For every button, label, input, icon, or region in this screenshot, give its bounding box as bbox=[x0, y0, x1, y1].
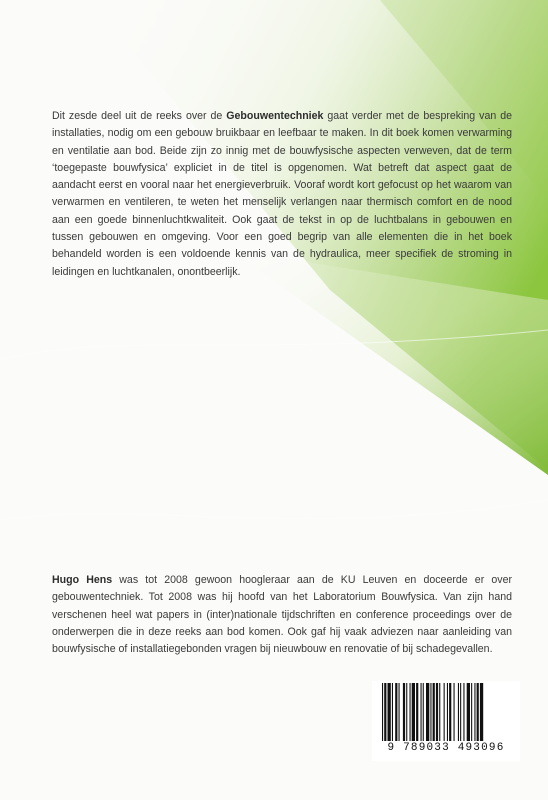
barcode-bar bbox=[480, 683, 483, 743]
barcode-bar bbox=[406, 683, 407, 743]
barcode-bar bbox=[458, 683, 459, 743]
barcode-bar bbox=[463, 683, 464, 743]
description-paragraph bbox=[52, 108, 512, 281]
author-bio bbox=[52, 572, 512, 658]
barcode-bar bbox=[421, 683, 422, 743]
barcode-bar bbox=[439, 683, 440, 743]
barcode-bar bbox=[436, 683, 438, 743]
barcode-bar bbox=[395, 683, 397, 743]
author-bio-text: was tot 2008 gewoon hoogleraar aan de KU Leuven en doceerde er over gebouwentechniek. Tot 2008 was hij hoofd van het Laboratorium Bouwfysica. Van zijn hand verschenen heel wat papers in (inter)nationale tijdschriften en conference proceedings over de onderwerpen die in deze reeks aan bod komen. Ook gaf hij vaak adviezen naar aanleiding van bouwfysische of installatiegebonden vragen bij nieuwbouw en renovatie of bij schadegevallen. bbox=[52, 574, 512, 656]
barcode-bar bbox=[388, 683, 391, 743]
description-lead: Dit zesde deel uit de reeks over de bbox=[52, 110, 227, 122]
barcode-bar bbox=[477, 683, 479, 743]
barcode-bar bbox=[410, 683, 411, 743]
barcode-bar bbox=[423, 683, 424, 743]
barcode-bar bbox=[430, 683, 431, 743]
barcode-bar bbox=[467, 683, 470, 743]
barcode-bar bbox=[412, 683, 415, 743]
barcode-bar bbox=[416, 683, 418, 743]
barcode-bar bbox=[474, 683, 475, 743]
barcode-bar bbox=[384, 683, 386, 743]
series-name: Gebouwentechniek bbox=[226, 110, 324, 122]
barcode-bar bbox=[460, 683, 461, 743]
barcode-bar bbox=[382, 683, 383, 743]
barcode-bar bbox=[444, 683, 445, 743]
isbn-barcode bbox=[372, 681, 520, 761]
barcode-bar bbox=[426, 683, 429, 743]
isbn-number: 9 789033 493096 bbox=[372, 741, 520, 755]
barcode-bar bbox=[449, 683, 451, 743]
description-text: gaat verder met de bespreking van de installaties, nodig om een gebouw bruikbaar en leefbaar te maken. In dit boek komen verwarming en ventilatie aan bod. Beide zijn zo innig met de bouwfysische aspecten verweven, dat de term ‘toegepaste bouwfysica’ expliciet in de titel is opgenomen. Wat betreft dat aspect gaat de aandacht eerst en vooral naar het energieverbruik. Vooraf wordt kort gefocust op het waarom van verwarmen en ventileren, te weten het menselijk verlangen naar thermisch comfort en de nood aan een goede binnenluchtkwaliteit. Ook gaat de tekst in op de luchtbalans in gebouwen en tussen gebouwen en omgeving. Voor een goed begrip van alle elementen die in het boek behandeld worden is een voldoende kennis van de hydraulica, meer specifiek de stroming in leidingen en luchtkanalen, onontbeerlijk. bbox=[52, 110, 512, 278]
author-name: Hugo Hens bbox=[52, 574, 113, 586]
barcode-bar bbox=[454, 683, 455, 743]
barcode-bar bbox=[447, 683, 448, 743]
barcode-bar bbox=[471, 683, 472, 743]
barcode-bars bbox=[372, 681, 520, 747]
barcode-bar bbox=[433, 683, 435, 743]
barcode-bar bbox=[399, 683, 400, 743]
barcode-bar bbox=[403, 683, 405, 743]
barcode-bar bbox=[392, 683, 393, 743]
